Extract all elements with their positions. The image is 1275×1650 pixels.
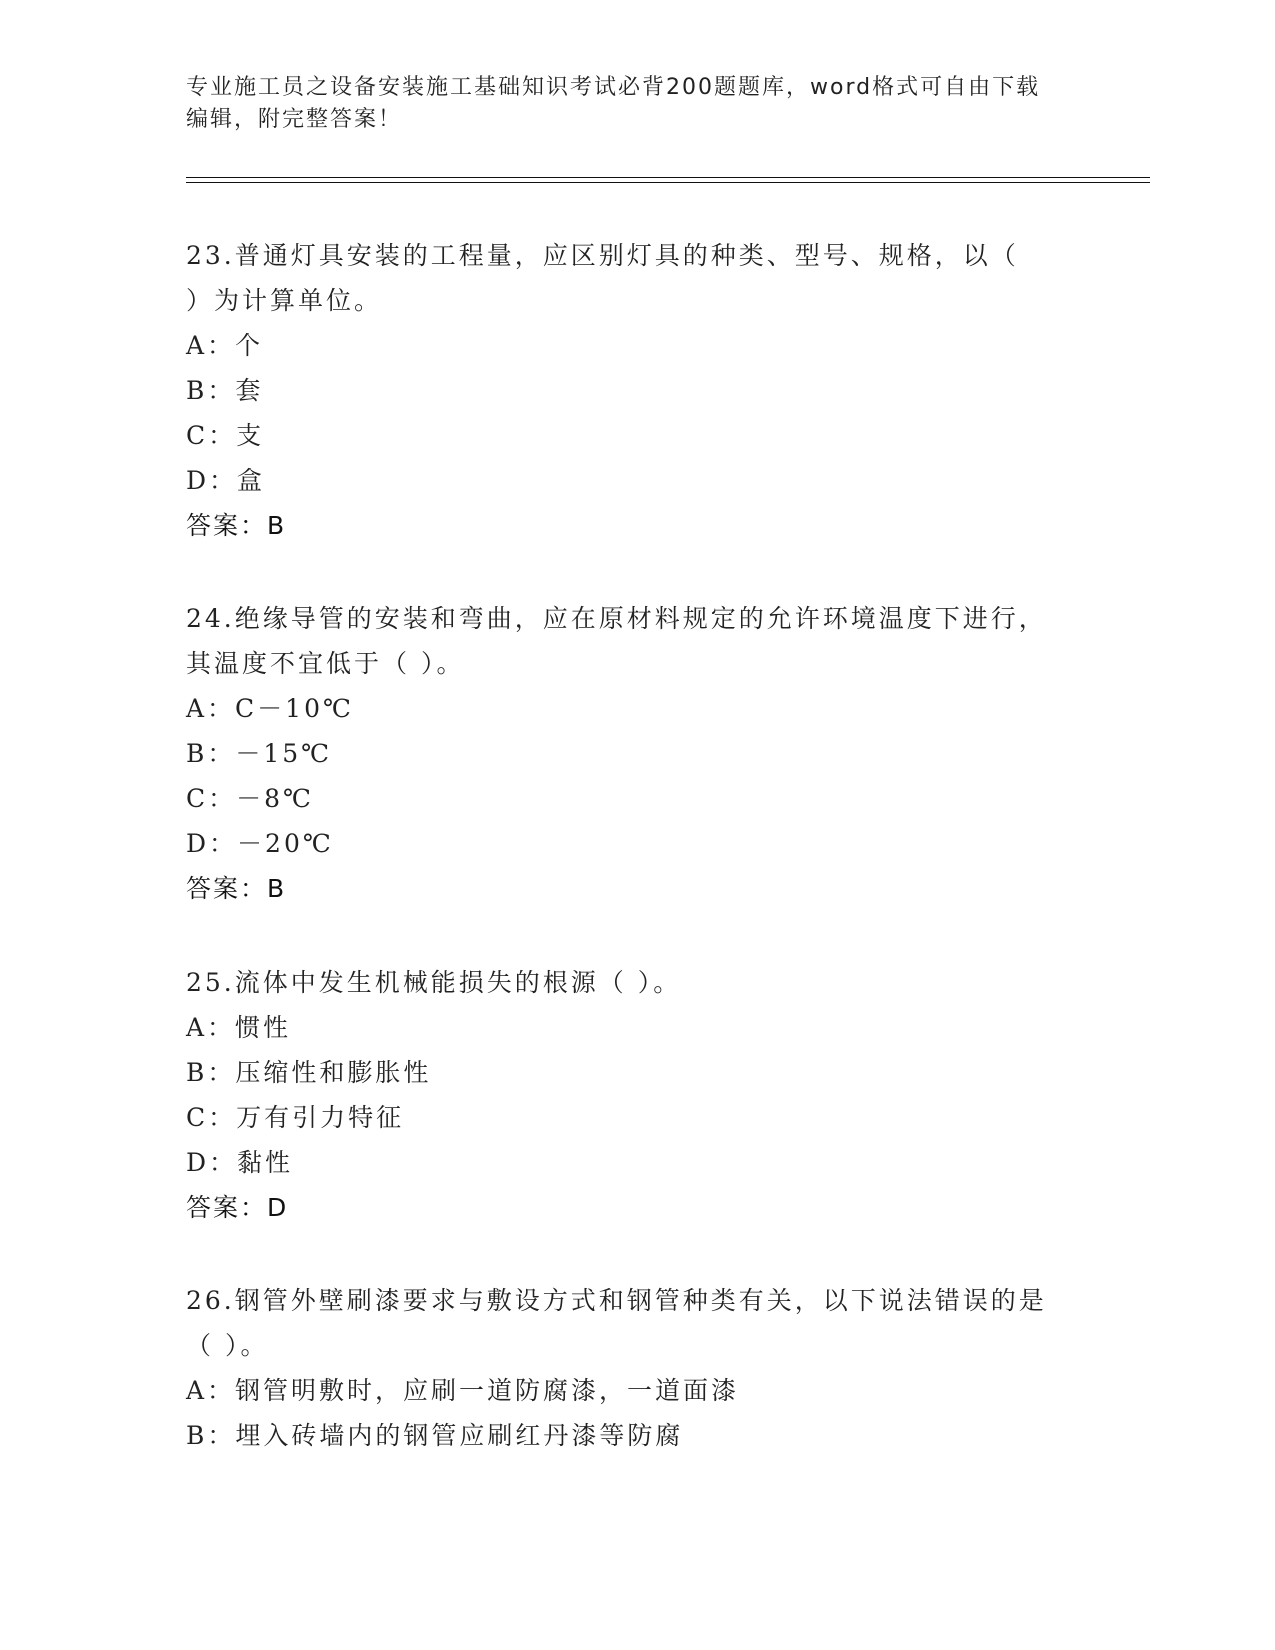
option-b: B：埋入砖墙内的钢管应刷红丹漆等防腐 <box>186 1421 684 1450</box>
question-25 <box>186 960 1066 1230</box>
option-a: A：钢管明敷时，应刷一道防腐漆，一道面漆 <box>186 1376 740 1405</box>
question-stem-line-2: ）为计算单位。 <box>186 286 383 315</box>
option-a: A：个 <box>186 331 264 360</box>
header-divider-bottom <box>186 182 1150 183</box>
option-a: A：C－10℃ <box>186 694 354 723</box>
option-b: B：压缩性和膨胀性 <box>186 1058 432 1087</box>
option-b: B：套 <box>186 376 264 405</box>
header-title-line-2: 编辑，附完整答案！ <box>186 107 403 132</box>
header-divider-top <box>186 177 1150 178</box>
question-stem-line-1: 26.钢管外壁刷漆要求与敷设方式和钢管种类有关，以下说法错误的是 <box>186 1286 1047 1315</box>
answer: 答案：D <box>186 1193 289 1222</box>
answer: 答案：B <box>186 874 287 903</box>
option-c: C：支 <box>186 421 265 450</box>
question-24 <box>186 596 1066 911</box>
question-stem-line-1: 24.绝缘导管的安装和弯曲，应在原材料规定的允许环境温度下进行， <box>186 604 1047 633</box>
question-23 <box>186 233 1066 548</box>
question-stem-line-1: 25.流体中发生机械能损失的根源（ ）。 <box>186 968 682 997</box>
header-title-line-1: 专业施工员之设备安装施工基础知识考试必背200题题库，word格式可自由下载 <box>186 75 1041 100</box>
question-stem-line-2: （ ）。 <box>186 1331 269 1360</box>
option-c: C：－8℃ <box>186 784 315 813</box>
question-stem-line-2: 其温度不宜低于（ ）。 <box>186 649 465 678</box>
question-26 <box>186 1278 1066 1458</box>
answer: 答案：B <box>186 511 287 540</box>
option-d: D：盒 <box>186 466 266 495</box>
option-d: D：－20℃ <box>186 829 334 858</box>
option-d: D：黏性 <box>186 1148 294 1177</box>
question-stem-line-1: 23.普通灯具安装的工程量，应区别灯具的种类、型号、规格，以（ <box>186 241 1019 270</box>
option-c: C：万有引力特征 <box>186 1103 405 1132</box>
option-b: B：－15℃ <box>186 739 333 768</box>
document-header <box>186 72 1086 136</box>
option-a: A：惯性 <box>186 1013 292 1042</box>
